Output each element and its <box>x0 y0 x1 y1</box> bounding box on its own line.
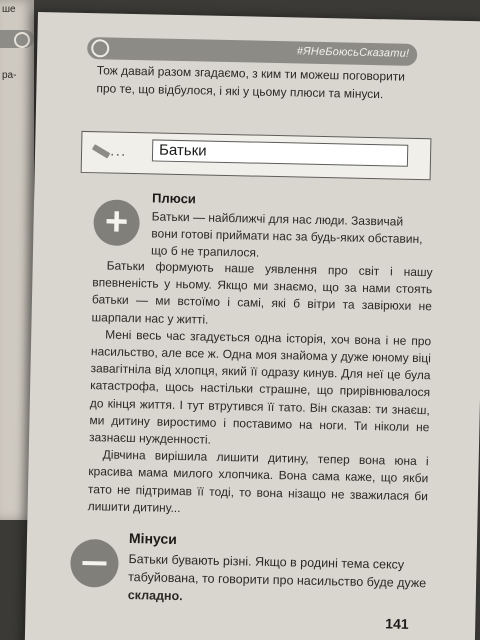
pencil-icon <box>92 144 111 158</box>
pluses-text: Батьки — найближчі для нас люди. Зазвичай вони готові приймати нас за будь-яких обставин, що б не трапилося. <box>150 209 423 260</box>
section-heading-box <box>81 131 432 180</box>
minuses-text-bold: складно. <box>127 588 183 604</box>
body-text <box>87 257 432 522</box>
book-page <box>25 12 480 640</box>
left-page-header <box>0 30 34 48</box>
pen-icon <box>14 32 30 48</box>
minus-bar <box>82 561 106 566</box>
section-title: Батьки <box>152 139 408 166</box>
minuses-title: Мінуси <box>128 530 178 548</box>
minuses-text <box>128 550 429 610</box>
left-page-line: ра- <box>2 70 17 81</box>
pluses-title: Плюси <box>151 190 197 207</box>
paragraph: Дівчина вирішила лишити дитину, тепер вона юна і красива мама милого хлопчика. Вона сама каже, що якби тато не підтримав її тоді, то вона нізащо не зважилася би лишити дитину... <box>87 447 429 515</box>
plus-icon: + <box>93 199 140 246</box>
minuses-text-main: Батьки бувають різні. Якщо в родині тема сексу табуйована, то говорити про насильство буде дуже <box>128 552 427 591</box>
intro-text: Тож давай разом згадаємо, з ким ти можеш поговорити про те, що відбулося, і які у цьому плюси та мінуси. <box>96 63 406 102</box>
paragraph: Батьки формують наше уявлення про світ і нашу впевненість у ньому. Якщо ми знаємо, що за нами стоять батьки — ми встоїмо і самі, які б вітри та завірюхи не шарпали нас у житті. <box>91 258 433 327</box>
paragraph: Мені весь час згадується одна історія, хоч вона і не про насильство, але все ж. Одна моя знайома у дуже юному віці завагітніла від хлопця, який її одразу кинув. Для неї це була катастрофа, щось настільки страшне, що прирівнювалося до кінця життя. І тут втрутився її тато. Він сказав: ти знаєш, ми дитину виростимо і поставимо на ноги. Ти ніколи не зазнаєш нужденності. <box>88 327 432 447</box>
pen-icon <box>91 39 109 57</box>
hashtag-title: #ЯНеБоюсьСказати! <box>296 45 410 60</box>
minus-icon <box>70 539 119 588</box>
left-page-line: ше <box>2 4 16 15</box>
section-dots: ... <box>109 142 127 160</box>
page-number: 141 <box>385 615 409 632</box>
